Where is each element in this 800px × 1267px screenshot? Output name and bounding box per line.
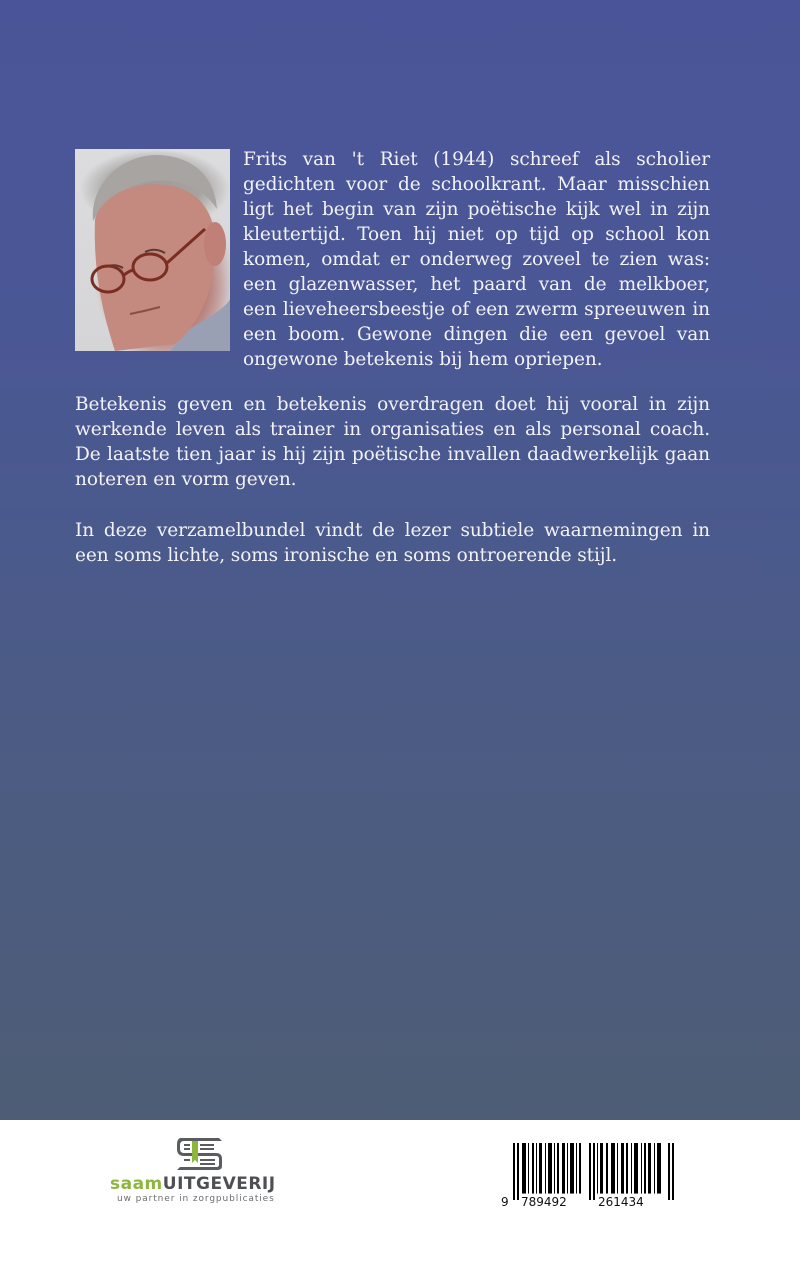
bio-text-3: In deze verzamelbundel vindt de lezer subtiele waarnemingen in een soms lichte, soms ironische en soms ontroerende stijl. [75, 520, 710, 566]
publisher-tagline: uw partner in zorgpublicaties [117, 1194, 275, 1204]
bio-text-1: Frits van 't Riet (1944) schreef als scholier gedichten voor de schoolkrant. Maar misschien ligt het begin van zijn poëtische kijk wel in zijn kleutertijd. Toen hij niet op tijd op school kon komen, omdat er onderweg zoveel te zien was: een glazenwasser, het paard van de melkboer, een lieveheersbeestje of een zwerm spreeuwen in een boom. Gewone dingen die een gevoel van ongewone betekenis bij hem opriepen. [243, 149, 710, 370]
author-bio-paragraph-2 [75, 392, 710, 492]
publisher-name-uitgeverij: UITGEVERIJ [162, 1174, 276, 1194]
bio-text-2: Betekenis geven en betekenis overdragen doet hij vooral in zijn werkende leven als trainer in organisaties en als personal coach. De laatste tien jaar is hij zijn poëtische invallen daadwerkelijk gaan noteren en vorm geven. [75, 394, 710, 490]
barcode-group-1: 789492 [521, 1195, 567, 1209]
barcode-group-2: 261434 [598, 1195, 644, 1209]
barcode-digit-lead: 9 [501, 1195, 509, 1209]
publisher-name-saam: saam [110, 1174, 163, 1194]
publisher-name [110, 1175, 305, 1193]
publisher-logo [105, 1137, 305, 1217]
book-s-logo-icon [175, 1137, 225, 1171]
author-bio-paragraph-1 [243, 147, 710, 372]
book-description-paragraph [75, 518, 710, 568]
author-portrait-illustration [75, 149, 230, 351]
author-photo [75, 149, 230, 351]
isbn-barcode [500, 1140, 680, 1215]
barcode-bars [513, 1143, 675, 1200]
